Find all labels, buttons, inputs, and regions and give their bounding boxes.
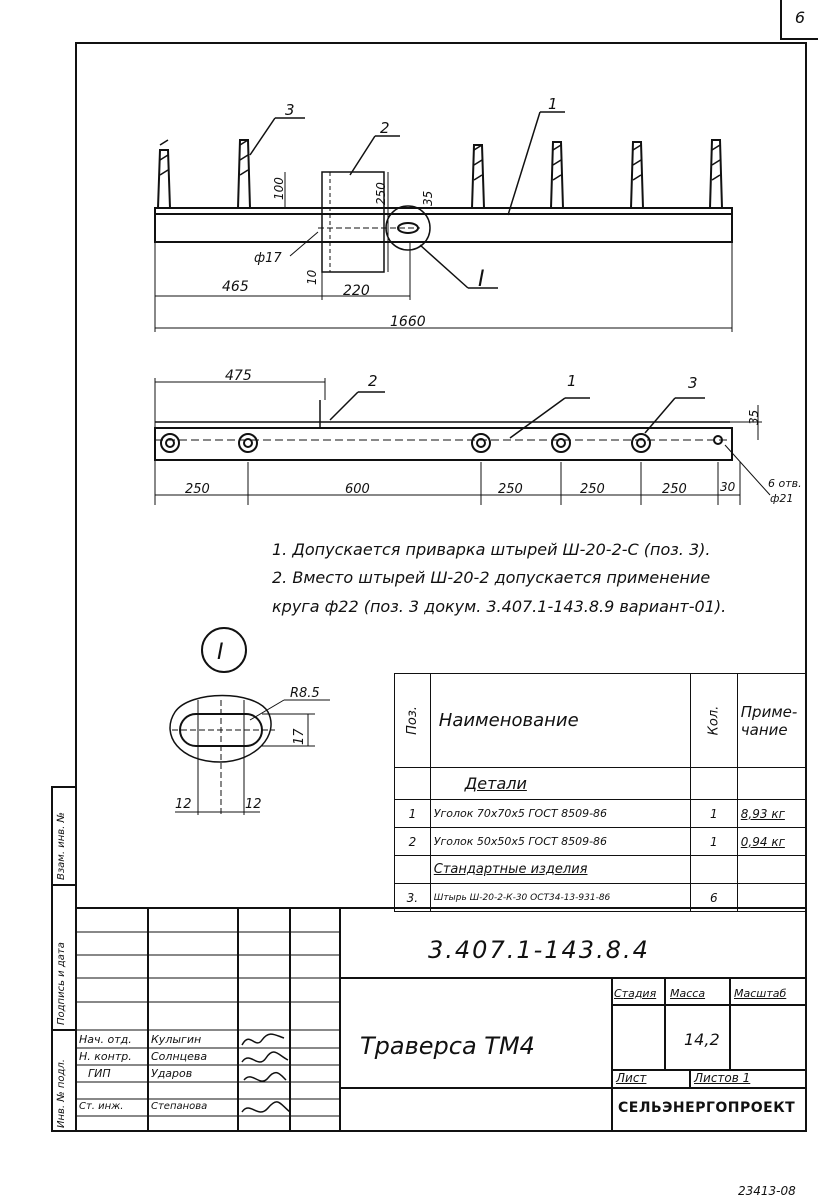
- note-2: 2. Вместо штырей Ш-20-2 допускается применение: [272, 568, 711, 587]
- dim-35: 35: [421, 190, 435, 206]
- scale-label: Масштаб: [734, 987, 787, 1000]
- header-name: Наименование: [430, 674, 690, 768]
- row-pos: 2: [395, 828, 431, 856]
- callout-3-front: 3: [285, 101, 295, 119]
- organization: СЕЛЬЭНЕРГОПРОЕКТ: [618, 1100, 796, 1116]
- detail-callout-mark: I: [478, 267, 485, 292]
- callout-2-front: 2: [380, 119, 390, 137]
- bolt-holes: [161, 434, 722, 452]
- hole-diameter: ф21: [770, 492, 794, 505]
- mass-label: Масса: [670, 987, 706, 1000]
- row-qty: 1: [690, 828, 737, 856]
- doc-code: 3.407.1-143.8.4: [428, 936, 650, 964]
- footer-code: 23413-08: [738, 1184, 796, 1198]
- detail-height-17: 17: [292, 728, 307, 745]
- dim-250-b: 250: [498, 482, 523, 497]
- stage-label: Стадия: [614, 987, 657, 1000]
- section-details: Детали: [430, 768, 690, 800]
- callout-3-top: 3: [688, 374, 698, 392]
- side-label-sign-date: Подпись и дата: [56, 942, 67, 1025]
- signature-role: Н. контр.: [79, 1050, 132, 1063]
- callout-1-top: 1: [567, 372, 577, 390]
- callout-2-top: 2: [368, 372, 378, 390]
- dim-600: 600: [345, 482, 370, 497]
- detail-mark: I: [217, 640, 224, 665]
- dim-465: 465: [222, 279, 249, 295]
- dim-1660: 1660: [390, 314, 426, 330]
- dim-10: 10: [305, 269, 319, 285]
- drawing-title: Траверса ТМ4: [360, 1032, 535, 1060]
- side-label-inv-orig: Инв. № подл.: [56, 1059, 67, 1128]
- row-name: Уголок 70x70x5 ГОСТ 8509-86: [430, 800, 690, 828]
- note-3: круга ф22 (поз. 3 докум. 3.407.1-143.8.9 вариант-01).: [272, 597, 727, 616]
- front-view-drawing: [140, 95, 760, 345]
- detail-width-12a: 12: [175, 797, 192, 812]
- sheet-label: Лист: [616, 1071, 647, 1085]
- row-name: Уголок 50x50x5 ГОСТ 8509-86: [430, 828, 690, 856]
- detail-width-12b: 12: [245, 797, 262, 812]
- handwritten-signatures: [238, 1030, 292, 1132]
- header-pos: Поз.: [404, 706, 420, 735]
- dim-30: 30: [720, 480, 736, 494]
- row-note: 8,93 кг: [737, 800, 806, 828]
- sheets-label: Листов 1: [694, 1071, 751, 1085]
- row-name: Штырь Ш-20-2-К-30 ОСТ34-13-931-86: [430, 884, 690, 912]
- detail-I-drawing: [150, 620, 350, 820]
- header-note: Приме- чание: [737, 674, 806, 768]
- mass-value: 14,2: [684, 1030, 720, 1049]
- signature-role: Нач. отд.: [79, 1033, 132, 1046]
- dim-220: 220: [343, 283, 370, 299]
- page-number: 6: [780, 0, 818, 40]
- table-row: [395, 828, 807, 856]
- signature-name: Солнцева: [151, 1050, 208, 1063]
- callout-1-front: 1: [548, 95, 558, 113]
- row-pos: 1: [395, 800, 431, 828]
- dim-250-d: 250: [662, 482, 687, 497]
- side-label-inv-sub: Взам. инв. №: [56, 812, 67, 880]
- table-row: [395, 800, 807, 828]
- row-qty: 1: [690, 800, 737, 828]
- row-pos: 3.: [395, 884, 431, 912]
- holes-count: 6 отв.: [768, 477, 802, 490]
- signature-role: ГИП: [88, 1067, 111, 1080]
- dim-250-c: 250: [580, 482, 605, 497]
- header-qty: Кол.: [706, 705, 722, 736]
- signature-role: Ст. инж.: [79, 1101, 124, 1112]
- note-1: 1. Допускается приварка штырей Ш-20-2-С (поз. 3).: [272, 540, 711, 559]
- dim-35-top: 35: [747, 409, 761, 425]
- section-standard: Стандартные изделия: [430, 856, 690, 884]
- signature-name: Кулыгин: [151, 1033, 202, 1046]
- row-qty: 6: [690, 884, 737, 912]
- specification-table: [394, 673, 807, 912]
- dim-250-a: 250: [185, 482, 210, 497]
- dim-475: 475: [225, 368, 252, 384]
- dim-hole-17: ф17: [254, 251, 282, 266]
- signature-name: Степанова: [151, 1101, 208, 1112]
- detail-radius: R8.5: [290, 686, 320, 701]
- row-note: 0,94 кг: [737, 828, 806, 856]
- signature-name: Ударов: [151, 1067, 193, 1080]
- dim-250-vertical: 250: [374, 182, 388, 205]
- dim-100: 100: [272, 177, 286, 200]
- top-view-drawing: [140, 360, 820, 520]
